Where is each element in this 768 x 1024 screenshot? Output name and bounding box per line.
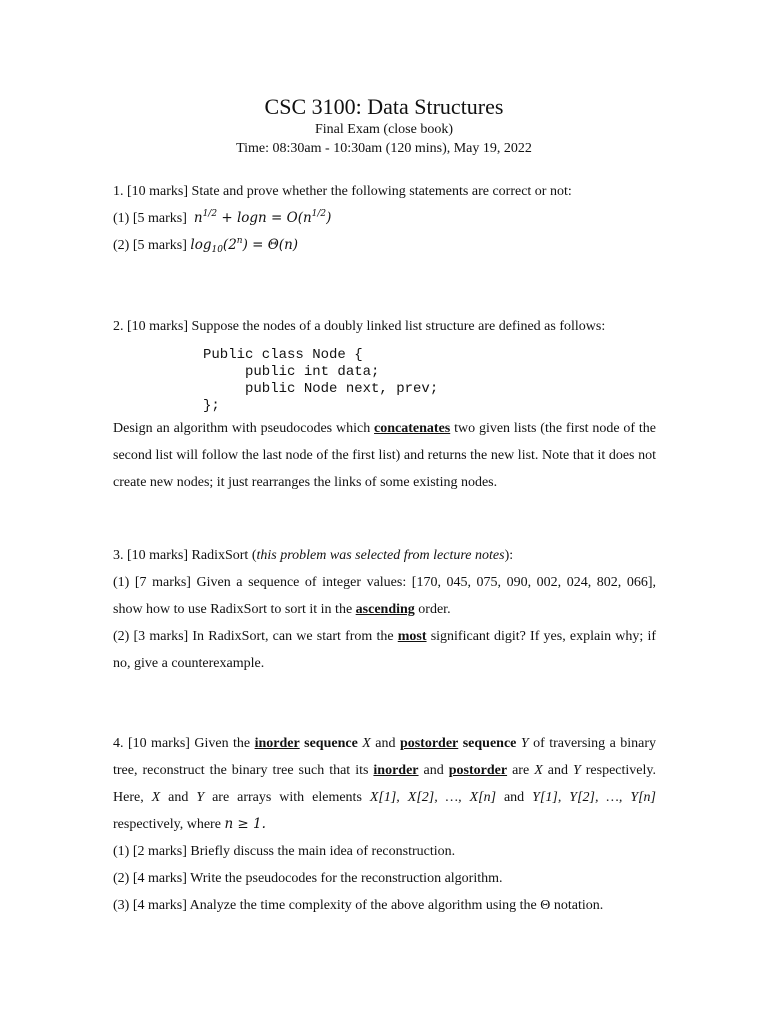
question-4 [113, 730, 656, 919]
question-2-intro: 2. [10 marks] Suppose the nodes of a doubly linked list structure are defined as follows: [113, 319, 606, 334]
question-1-intro: 1. [10 marks] State and prove whether the following statements are correct or not: [113, 184, 572, 199]
question-3-intro: 3. [10 marks] RadixSort (this problem was selected from lecture notes): [113, 548, 514, 563]
question-1-part-1: (1) [5 marks] $n^{1/2} + \log n = O(n^{1/2})$ [113, 209, 332, 226]
keyword-most: most [397, 629, 427, 644]
exam-time: Time: 08:30am - 10:30am (120 mins), May 19, 2022 [236, 141, 532, 156]
formula-2: $\log_{10}(2^n) = \Theta(n)$ [190, 236, 299, 255]
question-4-part-1: (1) [2 marks] Briefly discuss the main idea of reconstruction. [113, 844, 456, 859]
question-1 [113, 178, 656, 259]
question-4-intro: 4. [10 marks] Given the inorder sequence X and postorder sequence Y of traversing a binary tree, reconstruct the binary tree such that its inorder and postorder are X and Y respectively. Here, X and Y are arrays with elements X[1], X[2], …, X[n] and Y[1], Y[2], …, Y[n] respectively, where n ≥ 1. [113, 736, 657, 832]
question-3-part-1: (1) [7 marks] Given a sequence of integer values: [170, 045, 075, 090, 002, 024, 802, 066], show how to use RadixSort to sort it in the ascending order. [113, 575, 656, 617]
question-2 [113, 313, 656, 496]
question-4-part-3: (3) [4 marks] Analyze the time complexity of the above algorithm using the Θ notation. [113, 898, 604, 913]
question-3 [113, 542, 656, 677]
keyword-concatenates: concatenates [374, 421, 451, 436]
formula-1: $n^{1/2} + \log n = O(n^{1/2})$ [193, 209, 332, 226]
exam-header [0, 94, 768, 158]
keyword-ascending: ascending [355, 602, 415, 617]
node-class-code: Public class Node { public int data; public Node next, prev; }; [203, 347, 439, 414]
question-1-part-2: (2) [5 marks] $\log_{10}(2^n) = \Theta(n)$ [113, 236, 299, 255]
question-3-part-2: (2) [3 marks] In RadixSort, can we start from the most significant digit? If yes, explain why; if no, give a counterexample. [113, 629, 656, 671]
course-title: CSC 3100: Data Structures [264, 94, 504, 119]
question-4-part-2: (2) [4 marks] Write the pseudocodes for the reconstruction algorithm. [113, 871, 503, 886]
question-2-task: Design an algorithm with pseudocodes which concatenates two given lists (the first node of the second list will follow the last node of the first list) and returns the new list. Note that it does not create new nodes; it just rearranges the links of some existing nodes. [113, 421, 657, 490]
exam-subtitle: Final Exam (close book) [314, 122, 454, 137]
